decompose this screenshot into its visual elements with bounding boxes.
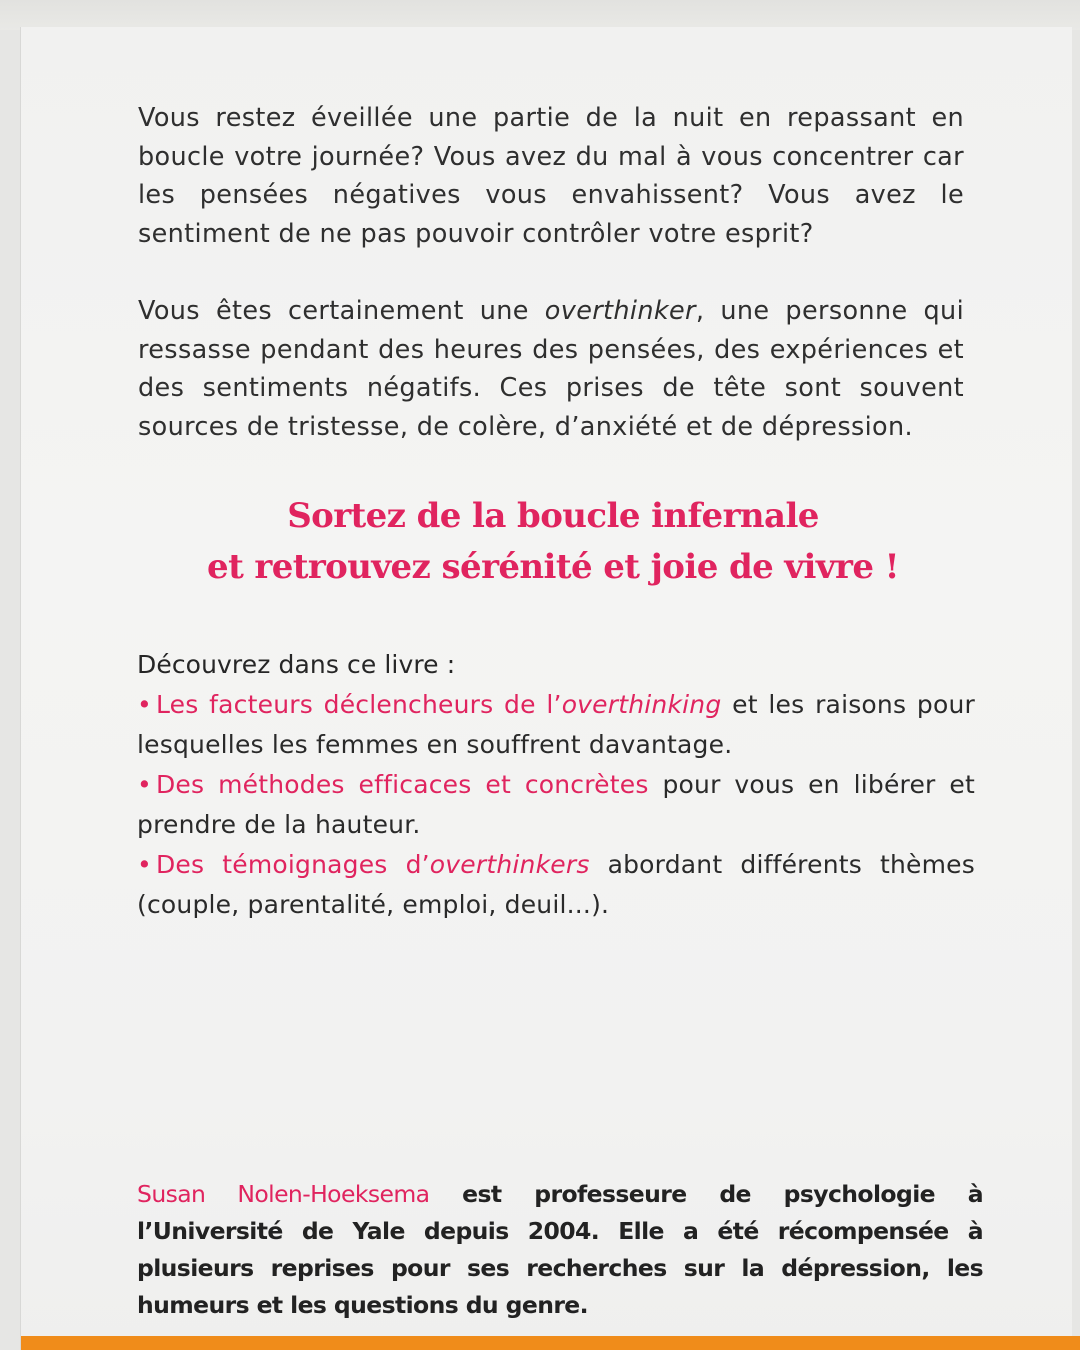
headline (140, 491, 966, 593)
author-name: Susan Nolen-Hoeksema (137, 1180, 430, 1208)
item-rest: abordant différents thèmes (couple, parentalité, emploi, deuil...). (137, 850, 975, 919)
headline-line-1: Sortez de la boucle infernale (287, 496, 819, 536)
discover-item (137, 685, 975, 765)
intro-2-before: Vous êtes certainement une (138, 296, 545, 326)
orange-bottom-band (21, 1336, 1080, 1350)
intro-paragraph-1-text: Vous restez éveillée une partie de la nuit en repassant en boucle votre journée? Vous avez du mal à vous concentrer car les pensées négatives vous envahissent? Vous avez le sentiment de ne pas pouvoir contrôler votre esprit? (138, 103, 964, 249)
intro-paragraph-1 (138, 99, 964, 253)
discover-item (137, 845, 975, 925)
author-bio (137, 1176, 983, 1324)
background-surface (0, 0, 1080, 30)
bullet-icon: • (137, 690, 152, 719)
author-bio-text: est professeure de psychologie à l’Université de Yale depuis 2004. Elle a été récompensée à plusieurs reprises pour ses recherches sur la dépression, les humeurs et les questions du genre. (137, 1180, 983, 1319)
bullet-icon: • (137, 770, 152, 799)
bullet-icon: • (137, 850, 152, 879)
headline-line-2: et retrouvez sérénité et joie de vivre ! (207, 547, 899, 587)
item-rest: et les raisons pour lesquelles les femmes en souffrent davantage. (137, 690, 975, 759)
item-rest: pour vous en libérer et prendre de la hauteur. (137, 770, 975, 839)
intro-2-after: , une personne qui ressasse pendant des heures des pensées, des expériences et des sentiments négatifs. Ces prises de tête sont souvent sources de tristesse, de colère, d’anxiété et de dépression. (138, 296, 964, 442)
item-highlight: Des témoignages d’ (155, 850, 430, 879)
discover-section (137, 645, 975, 925)
item-highlight: Les facteurs déclencheurs de l’ (155, 690, 562, 719)
item-highlight: Des méthodes efficaces et concrètes (155, 770, 649, 799)
discover-heading: Découvrez dans ce livre : (137, 650, 456, 679)
intro-2-italic-term: overthinker (544, 296, 696, 326)
intro-paragraph-2-text (138, 292, 964, 446)
discover-item (137, 765, 975, 845)
intro-paragraph-2 (138, 292, 964, 446)
item-highlight-italic: overthinking (561, 690, 722, 719)
item-highlight-italic: overthinkers (429, 850, 590, 879)
